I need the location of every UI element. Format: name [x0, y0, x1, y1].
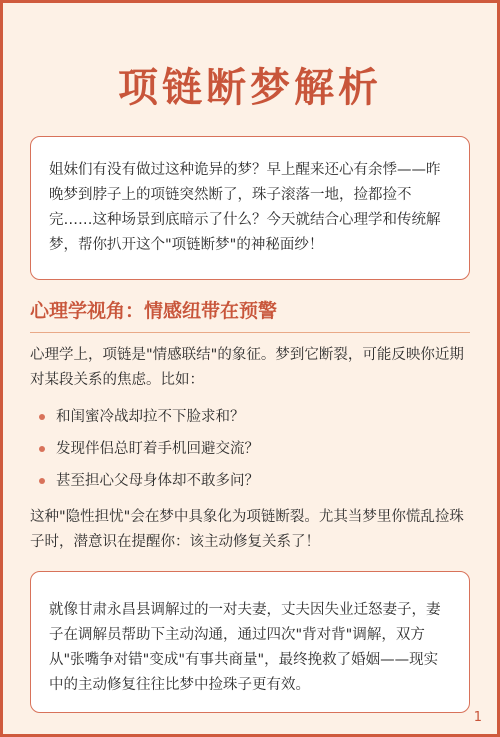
- list-item: [30, 465, 470, 497]
- section-paragraph-2: 这种"隐性担忧"会在梦中具象化为项链断裂。尤其当梦里你慌乱捡珠子时，潜意识在提醒你：该主动修复关系了！: [30, 509, 464, 550]
- list-item: [30, 433, 470, 465]
- bullet-dot-icon: [39, 446, 45, 452]
- case-card: [30, 571, 470, 713]
- frame-border-left: [0, 0, 3, 737]
- concern-list: [30, 401, 470, 497]
- section-paragraph-1: 心理学上，项链是"情感联结"的象征。梦到它断裂，可能反映你近期对某段关系的焦虑。比如：: [30, 347, 464, 388]
- intro-card: [30, 136, 470, 280]
- list-item-text: 和闺蜜冷战却拉不下脸求和？: [56, 409, 245, 425]
- list-item: [30, 401, 470, 433]
- list-item-text: 甚至担心父母身体却不敢多问？: [56, 473, 259, 489]
- bullet-dot-icon: [39, 414, 45, 420]
- frame-border-top: [0, 0, 500, 3]
- page-number: 1: [473, 710, 482, 725]
- case-text: 就像甘肃永昌县调解过的一对夫妻，丈夫因失业迁怒妻子，妻子在调解员帮助下主动沟通，通过四次"背对背"调解，双方从"张嘴争对错"变成"有事共商量"，最终挽救了婚姻——现实中的主动修复往往比梦中捡珠子更有效。: [49, 602, 441, 693]
- page-title: 项链断梦解析: [118, 65, 382, 111]
- list-item-text: 发现伴侣总盯着手机回避交流？: [56, 441, 259, 457]
- section-heading: 心理学视角：情感纽带在预警: [30, 296, 470, 333]
- intro-text: 姐妹们有没有做过这种诡异的梦？早上醒来还心有余悸——昨晚梦到脖子上的项链突然断了，珠子滚落一地，捡都捡不完……这种场景到底暗示了什么？今天就结合心理学和传统解梦，帮你扒开这个"项链断梦"的神秘面纱！: [49, 162, 441, 253]
- bullet-dot-icon: [39, 478, 45, 484]
